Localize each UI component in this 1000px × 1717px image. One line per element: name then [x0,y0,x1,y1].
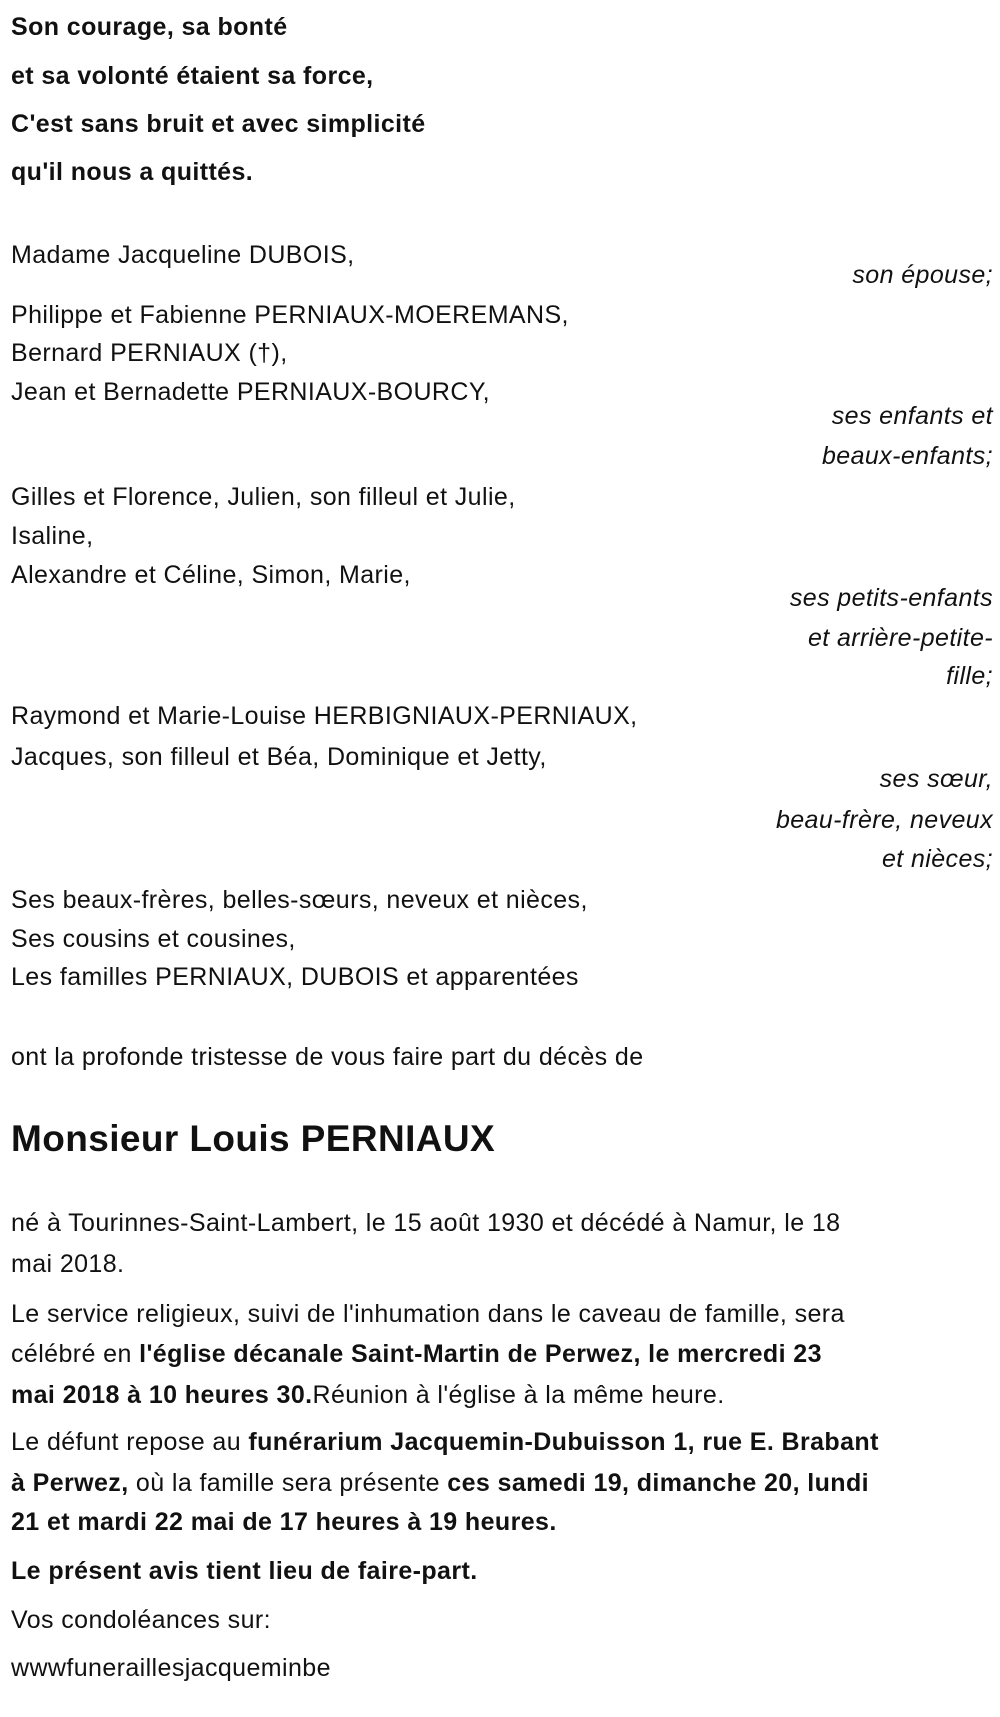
family-name: Madame Jacqueline DUBOIS, [11,241,355,269]
family-name: Alexandre et Céline, Simon, Marie, [11,561,411,589]
family-relation: ses sœur, [879,765,993,793]
family-name: Philippe et Fabienne PERNIAUX-MOEREMANS, [11,301,569,329]
condolences-label: Vos condoléances sur: [11,1606,271,1634]
epitaph-line: Son courage, sa bonté [11,13,288,41]
family-relation: et arrière-petite- [807,624,993,652]
family-relation: ses enfants et [831,402,993,430]
family-name: Les familles PERNIAUX, DUBOIS et apparentées [11,963,579,991]
deceased-name: Monsieur Louis PERNIAUX [11,1118,496,1159]
service-line: Le service religieux, suivi de l'inhumation dans le caveau de famille, sera [11,1300,845,1328]
family-name: Ses cousins et cousines, [11,925,296,953]
family-name: Jacques, son filleul et Béa, Dominique et Jetty, [11,743,547,771]
family-name: Raymond et Marie-Louise HERBIGNIAUX-PERNIAUX, [11,702,638,730]
family-name: Jean et Bernadette PERNIAUX-BOURCY, [11,378,491,406]
epitaph-line: et sa volonté étaient sa force, [11,62,374,90]
church-details: l'église décanale Saint-Martin de Perwez, le mercredi 23 [139,1340,822,1368]
family-relation: beau-frère, neveux [775,806,993,834]
family-name: Isaline, [11,522,94,550]
visiting-hours: 21 et mardi 22 mai de 17 heures à 19 heures. [11,1508,557,1536]
rest-line [11,1468,869,1498]
text: où la famille sera présente [128,1469,448,1497]
family-relation: son épouse; [852,261,993,289]
family-name: Gilles et Florence, Julien, son filleul et Julie, [11,483,516,511]
text: célébré en [11,1340,140,1368]
text: Le défunt repose au [11,1428,249,1456]
visiting-days: ces samedi 19, dimanche 20, lundi [447,1469,869,1497]
family-relation: et nièces; [881,845,993,873]
notice: Le présent avis tient lieu de faire-part. [11,1557,478,1585]
family-relation: beaux-enfants; [822,442,993,470]
rest-line [11,1427,879,1457]
birth-line: né à Tourinnes-Saint-Lambert, le 15 août 1930 et décédé à Namur, le 18 [11,1209,841,1237]
service-time: mai 2018 à 10 heures 30. [11,1381,313,1409]
website-link[interactable]: wwwfuneraillesjacqueminbe [11,1654,331,1682]
epitaph-line: C'est sans bruit et avec simplicité [11,110,426,138]
birth-line: mai 2018. [11,1250,125,1278]
announcement: ont la profonde tristesse de vous faire part du décès de [11,1043,644,1071]
funeral-home-town: à Perwez, [11,1469,129,1497]
epitaph-line: qu'il nous a quittés. [11,158,254,186]
family-name: Bernard PERNIAUX (†), [11,339,288,367]
service-line [11,1380,725,1410]
text: Réunion à l'église à la même heure. [312,1381,725,1409]
family-name: Ses beaux-frères, belles-sœurs, neveux et nièces, [11,886,588,914]
service-line [11,1339,822,1369]
funeral-home: funérarium Jacquemin-Dubuisson 1, rue E. Brabant [248,1428,879,1456]
family-relation: fille; [946,662,993,690]
family-relation: ses petits-enfants [789,584,993,612]
